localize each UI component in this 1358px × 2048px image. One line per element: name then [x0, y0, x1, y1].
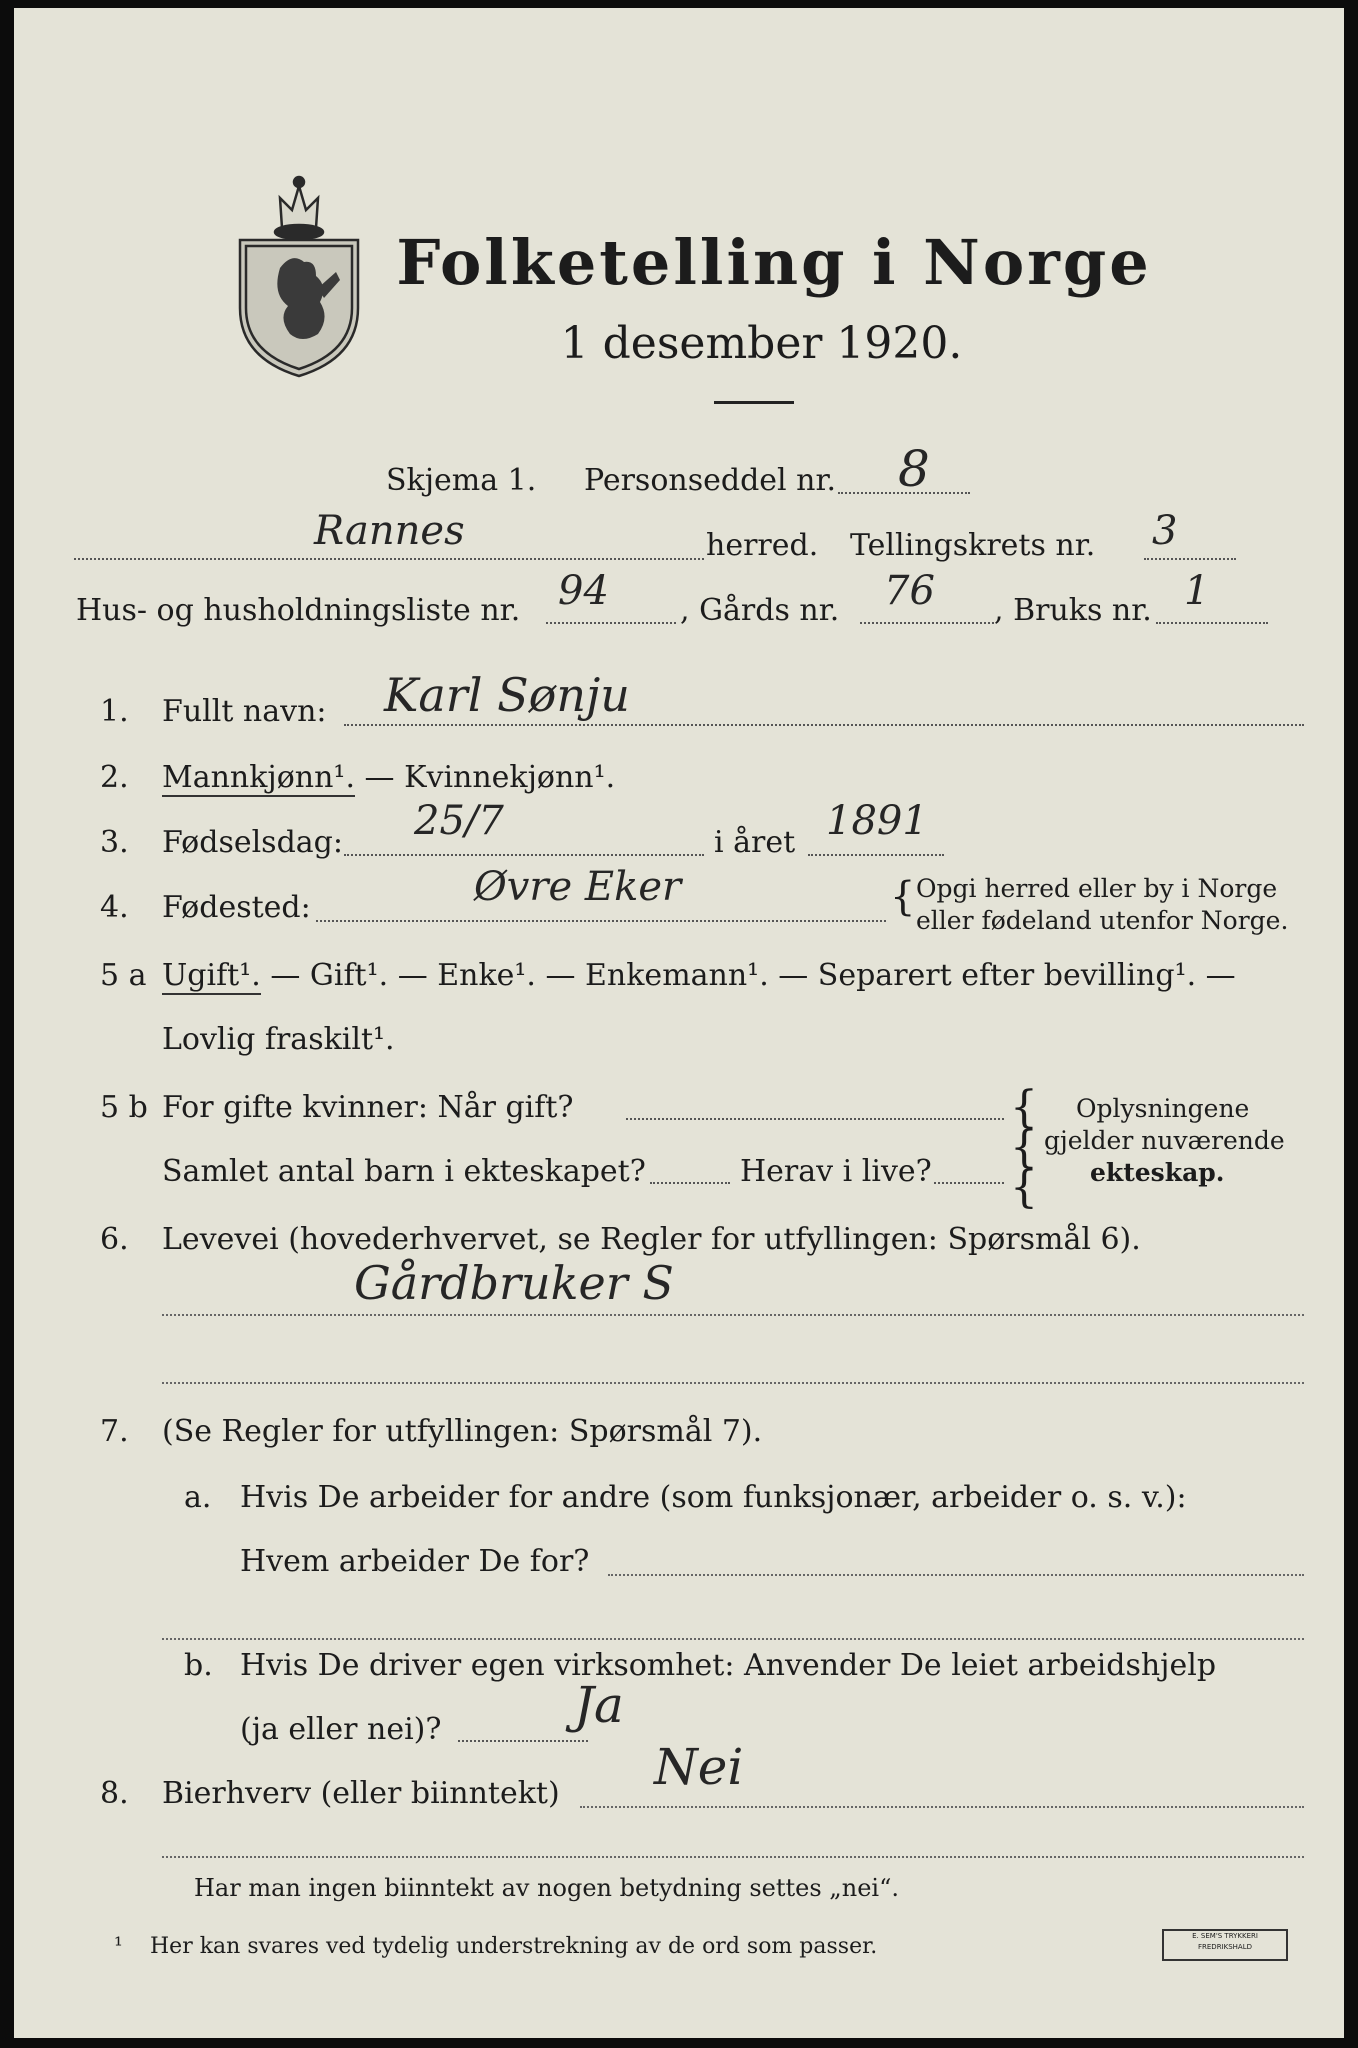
q7-label: (Se Regler for utfyllingen: Spørsmål 7).	[162, 1414, 763, 1449]
q5b-number: 5 b	[100, 1090, 148, 1125]
q7b-letter: b.	[184, 1648, 213, 1683]
bruks-value[interactable]: 1	[1184, 568, 1210, 614]
hired-help-value[interactable]: Ja	[574, 1676, 624, 1734]
footnote-marker: ¹	[114, 1934, 123, 1959]
fraskilt-option[interactable]: Lovlig fraskilt¹.	[162, 1022, 395, 1057]
husliste-value[interactable]: 94	[558, 568, 609, 614]
gards-label: , Gårds nr.	[680, 593, 840, 628]
q7-number: 7.	[100, 1414, 129, 1449]
bruks-label: , Bruks nr.	[994, 593, 1152, 628]
ugift-option[interactable]: Ugift¹.	[162, 958, 261, 993]
occupation-line-1	[162, 1314, 1304, 1316]
herred-label: herred.	[706, 528, 819, 563]
no-income-note: Har man ingen biinntekt av nogen betydning settes „nei“.	[194, 1874, 899, 1902]
birthplace-note-1: Opgi herred eller by i Norge	[916, 874, 1278, 903]
birthyear-dots	[808, 854, 944, 856]
form-title: Folketelling i Norge	[396, 226, 1152, 299]
male-option[interactable]: Mannkjønn¹.	[162, 760, 355, 795]
marital-status-row	[162, 958, 1236, 993]
q4-label: Fødested:	[162, 890, 311, 925]
q3-number: 3.	[100, 825, 129, 860]
gender-row: Mannkjønn¹. — Kvinnekjønn¹.	[162, 760, 616, 795]
q5b-label-3: Herav i live?	[740, 1154, 932, 1189]
gards-value[interactable]: 76	[884, 568, 935, 614]
birthdate-value[interactable]: 25/7	[414, 798, 504, 844]
q1-dots	[344, 724, 1304, 726]
occupation-value[interactable]: Gårdbruker S	[354, 1256, 674, 1310]
q8-label: Bierhverv (eller biinntekt)	[162, 1776, 560, 1811]
personseddel-label: Personseddel nr.	[584, 463, 837, 498]
personseddel-value[interactable]: 8	[898, 440, 930, 498]
side-income-line-1	[580, 1806, 1304, 1808]
q7a-letter: a.	[184, 1480, 212, 1515]
q7a-line-2: Hvem arbeider De for?	[240, 1544, 590, 1579]
employer-line-1	[608, 1574, 1304, 1576]
title-divider	[714, 401, 794, 404]
hired-help-dots	[458, 1740, 588, 1742]
printer-stamp: E. SEM'S TRYKKERI FREDRIKSHALD	[1162, 1929, 1288, 1961]
occupation-line-2	[162, 1382, 1304, 1384]
husliste-dots	[546, 622, 676, 624]
side-income-value[interactable]: Nei	[654, 1738, 744, 1796]
birthplace-note-2: eller fødeland utenfor Norge.	[916, 906, 1289, 935]
q1-number: 1.	[100, 694, 129, 729]
q5b-note-3: ekteskap.	[1090, 1158, 1225, 1187]
q7a-line-1: Hvis De arbeider for andre (som funksjonær, arbeider o. s. v.):	[240, 1480, 1187, 1515]
q2-number: 2.	[100, 760, 129, 795]
employer-line-2	[162, 1638, 1304, 1640]
q6-number: 6.	[100, 1222, 129, 1257]
q5b-label-1: For gifte kvinner: Når gift?	[162, 1090, 574, 1125]
year-label: i året	[714, 825, 796, 860]
marital-other-options[interactable]: — Gift¹. — Enke¹. — Enkemann¹. — Separert efter bevilling¹. —	[270, 958, 1236, 993]
tellingskrets-dots	[1144, 558, 1236, 560]
skjema-label: Skjema 1.	[386, 463, 537, 498]
herred-value[interactable]: Rannes	[314, 508, 465, 554]
q5b-note-1: Oplysningene	[1076, 1094, 1250, 1123]
female-option[interactable]: Kvinnekjønn¹.	[404, 760, 616, 795]
census-form-page	[14, 8, 1344, 2038]
alive-dots	[934, 1182, 1004, 1184]
q8-number: 8.	[100, 1776, 129, 1811]
birthplace-dots	[316, 920, 886, 922]
footnote-text: Her kan svares ved tydelig understrekning av de ord som passer.	[150, 1934, 878, 1959]
q5b-brace: { { {	[1010, 1082, 1038, 1213]
husliste-label: Hus- og husholdningsliste nr.	[76, 593, 521, 628]
married-when-dots	[626, 1118, 1004, 1120]
full-name-value[interactable]: Karl Sønju	[384, 668, 630, 722]
q1-label: Fullt navn:	[162, 694, 327, 729]
q4-number: 4.	[100, 890, 129, 925]
birthyear-value[interactable]: 1891	[826, 798, 928, 844]
q5b-label-2: Samlet antal barn i ekteskapet?	[162, 1154, 646, 1189]
herred-dots	[74, 558, 704, 560]
q7b-line-1: Hvis De driver egen virksomhet: Anvender De leiet arbeidshjelp	[240, 1648, 1217, 1683]
birthdate-dots	[344, 854, 704, 856]
bruks-dots	[1156, 622, 1268, 624]
children-dots	[650, 1182, 730, 1184]
tellingskrets-label: Tellingskrets nr.	[850, 528, 1096, 563]
tellingskrets-value[interactable]: 3	[1152, 508, 1178, 554]
q7b-line-2: (ja eller nei)?	[240, 1712, 442, 1747]
q6-label: Levevei (hovederhvervet, se Regler for utfyllingen: Spørsmål 6).	[162, 1222, 1141, 1257]
form-date: 1 desember 1920.	[560, 318, 963, 369]
side-income-line-2	[162, 1856, 1304, 1858]
q3-label: Fødselsdag:	[162, 825, 343, 860]
q5a-number: 5 a	[100, 958, 147, 993]
gards-dots	[860, 622, 994, 624]
birthplace-value[interactable]: Øvre Eker	[474, 864, 682, 910]
q5b-note-2: gjelder nuværende	[1044, 1126, 1285, 1155]
birthplace-brace: {	[890, 874, 916, 920]
